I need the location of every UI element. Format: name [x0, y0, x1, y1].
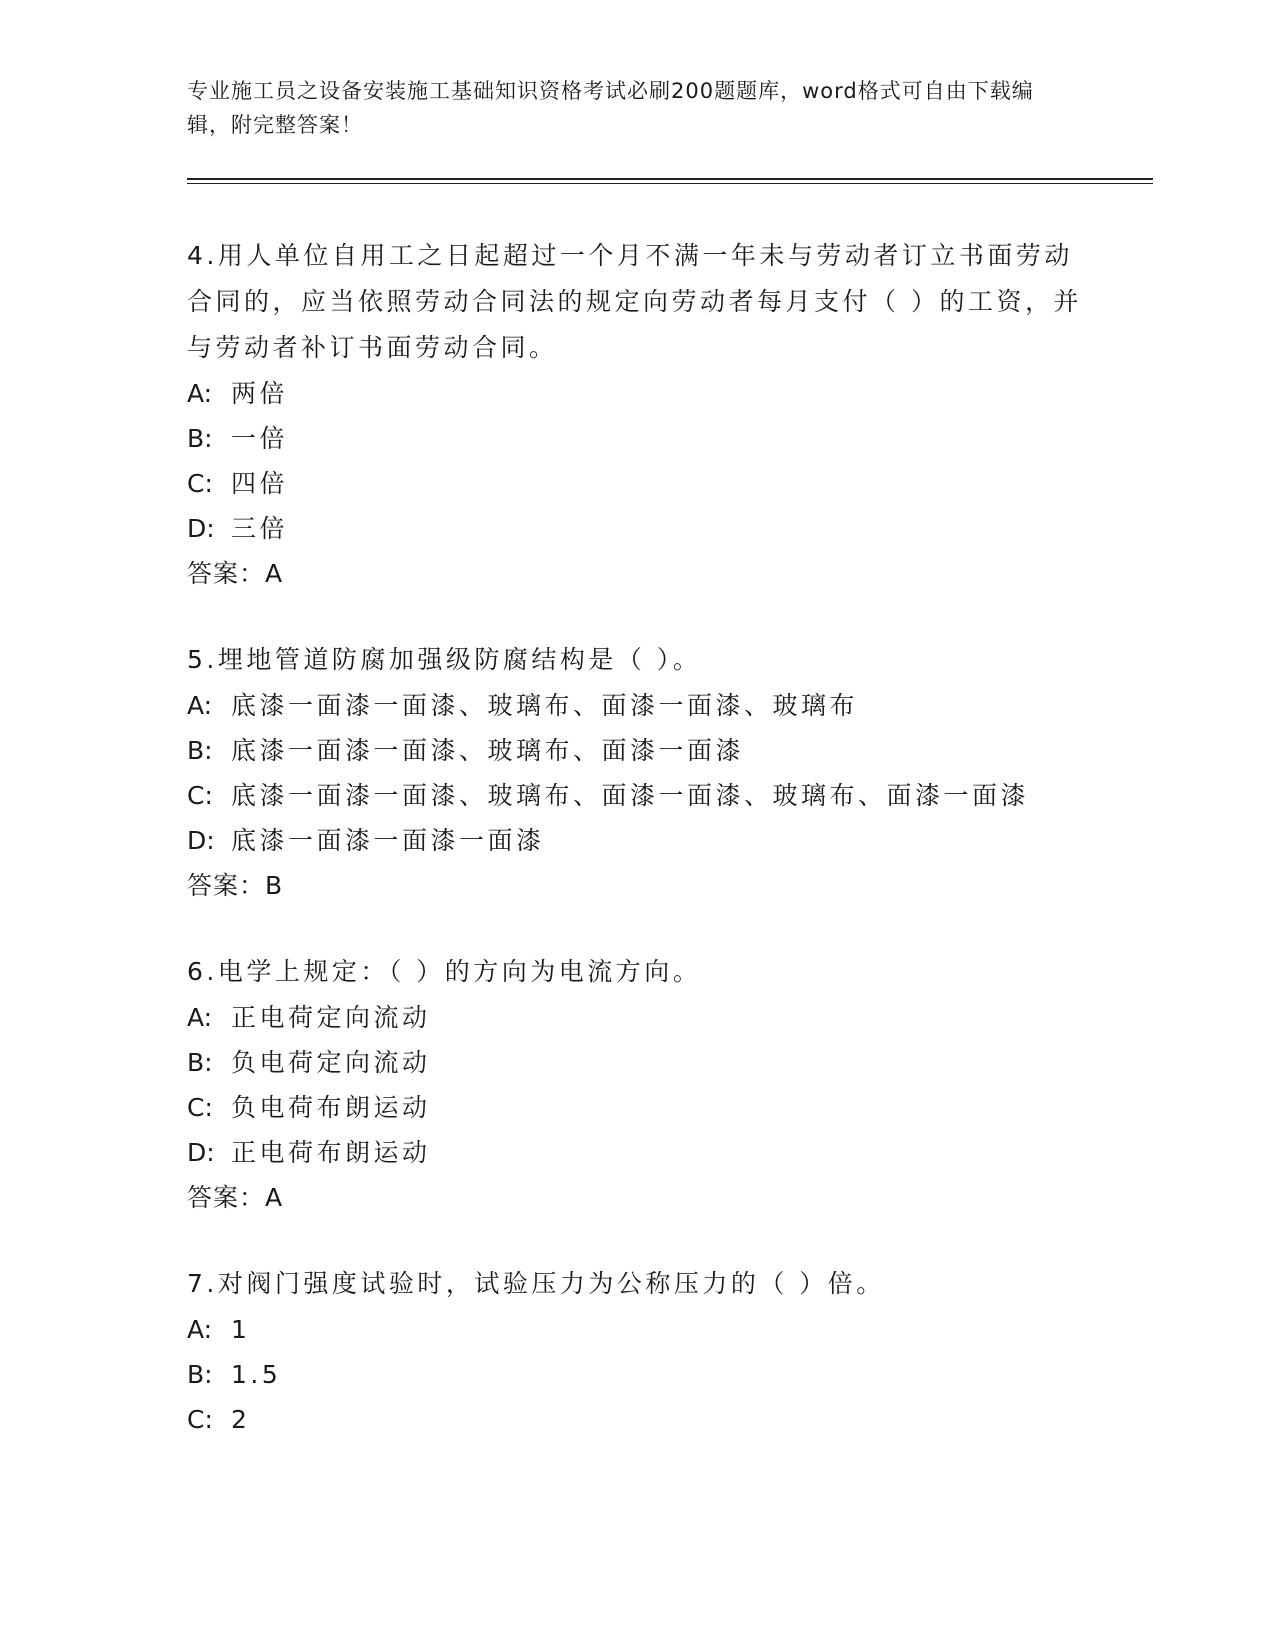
- header-divider: [187, 178, 1153, 184]
- option-letter: D:: [187, 1138, 215, 1167]
- option-letter: A:: [187, 1315, 213, 1344]
- option-text: 2: [231, 1405, 251, 1434]
- option-a: [187, 683, 1087, 728]
- option-b: [187, 416, 1087, 461]
- option-d: [187, 1130, 1087, 1175]
- option-text: 负电荷定向流动: [231, 1048, 431, 1077]
- option-letter: C:: [187, 1405, 213, 1434]
- question-list: [187, 233, 1087, 1482]
- option-text: 正电荷定向流动: [231, 1003, 431, 1032]
- option-letter: D:: [187, 826, 215, 855]
- option-text: 1.5: [231, 1360, 282, 1389]
- answer-line: [187, 551, 1087, 597]
- option-letter: A:: [187, 691, 213, 720]
- answer-label: 答案：: [187, 1183, 266, 1212]
- option-c: [187, 461, 1087, 506]
- option-letter: C:: [187, 469, 213, 498]
- question-stem: 6.电学上规定：（ ）的方向为电流方向。: [187, 957, 702, 986]
- answer-label: 答案：: [187, 559, 266, 588]
- option-text: 四倍: [231, 469, 289, 498]
- question-stem: 7.对阀门强度试验时，试验压力为公称压力的（ ）倍。: [187, 1269, 885, 1298]
- question-4: [187, 233, 1087, 597]
- option-text: 一倍: [231, 424, 289, 453]
- option-text: 两倍: [231, 379, 289, 408]
- option-text: 底漆一面漆一面漆一面漆: [231, 826, 545, 855]
- option-letter: A:: [187, 379, 213, 408]
- option-text: 1: [231, 1315, 251, 1344]
- question-6: [187, 949, 1087, 1221]
- option-text: 负电荷布朗运动: [231, 1093, 431, 1122]
- option-letter: D:: [187, 514, 215, 543]
- option-b: [187, 728, 1087, 773]
- question-7: [187, 1261, 1087, 1442]
- option-letter: A:: [187, 1003, 213, 1032]
- option-text: 底漆一面漆一面漆、玻璃布、面漆一面漆、玻璃布、面漆一面漆: [231, 781, 1030, 810]
- answer-value: B: [265, 871, 284, 900]
- option-letter: B:: [187, 1360, 213, 1389]
- document-header: 专业施工员之设备安装施工基础知识资格考试必刷200题题库，word格式可自由下载编辑，附完整答案！: [187, 79, 1034, 137]
- option-letter: C:: [187, 781, 213, 810]
- answer-line: [187, 1175, 1087, 1221]
- answer-line: [187, 863, 1087, 909]
- option-c: [187, 773, 1087, 818]
- question-stem: 4.用人单位自用工之日起超过一个月不满一年未与劳动者订立书面劳动合同的，应当依照劳动合同法的规定向劳动者每月支付（ ）的工资，并与劳动者补订书面劳动合同。: [187, 241, 1082, 362]
- question-stem: 5.埋地管道防腐加强级防腐结构是（ ）。: [187, 645, 702, 674]
- option-a: [187, 995, 1087, 1040]
- option-b: [187, 1040, 1087, 1085]
- option-c: [187, 1397, 1087, 1442]
- answer-label: 答案：: [187, 871, 266, 900]
- option-text: 正电荷布朗运动: [231, 1138, 431, 1167]
- answer-value: A: [265, 559, 284, 588]
- option-letter: B:: [187, 424, 213, 453]
- option-text: 三倍: [231, 514, 289, 543]
- question-5: [187, 637, 1087, 909]
- option-letter: C:: [187, 1093, 213, 1122]
- option-letter: B:: [187, 1048, 213, 1077]
- option-c: [187, 1085, 1087, 1130]
- option-text: 底漆一面漆一面漆、玻璃布、面漆一面漆: [231, 736, 745, 765]
- option-d: [187, 506, 1087, 551]
- option-text: 底漆一面漆一面漆、玻璃布、面漆一面漆、玻璃布: [231, 691, 859, 720]
- option-a: [187, 371, 1087, 416]
- answer-value: A: [265, 1183, 284, 1212]
- option-d: [187, 818, 1087, 863]
- option-b: [187, 1352, 1087, 1397]
- option-letter: B:: [187, 736, 213, 765]
- option-a: [187, 1307, 1087, 1352]
